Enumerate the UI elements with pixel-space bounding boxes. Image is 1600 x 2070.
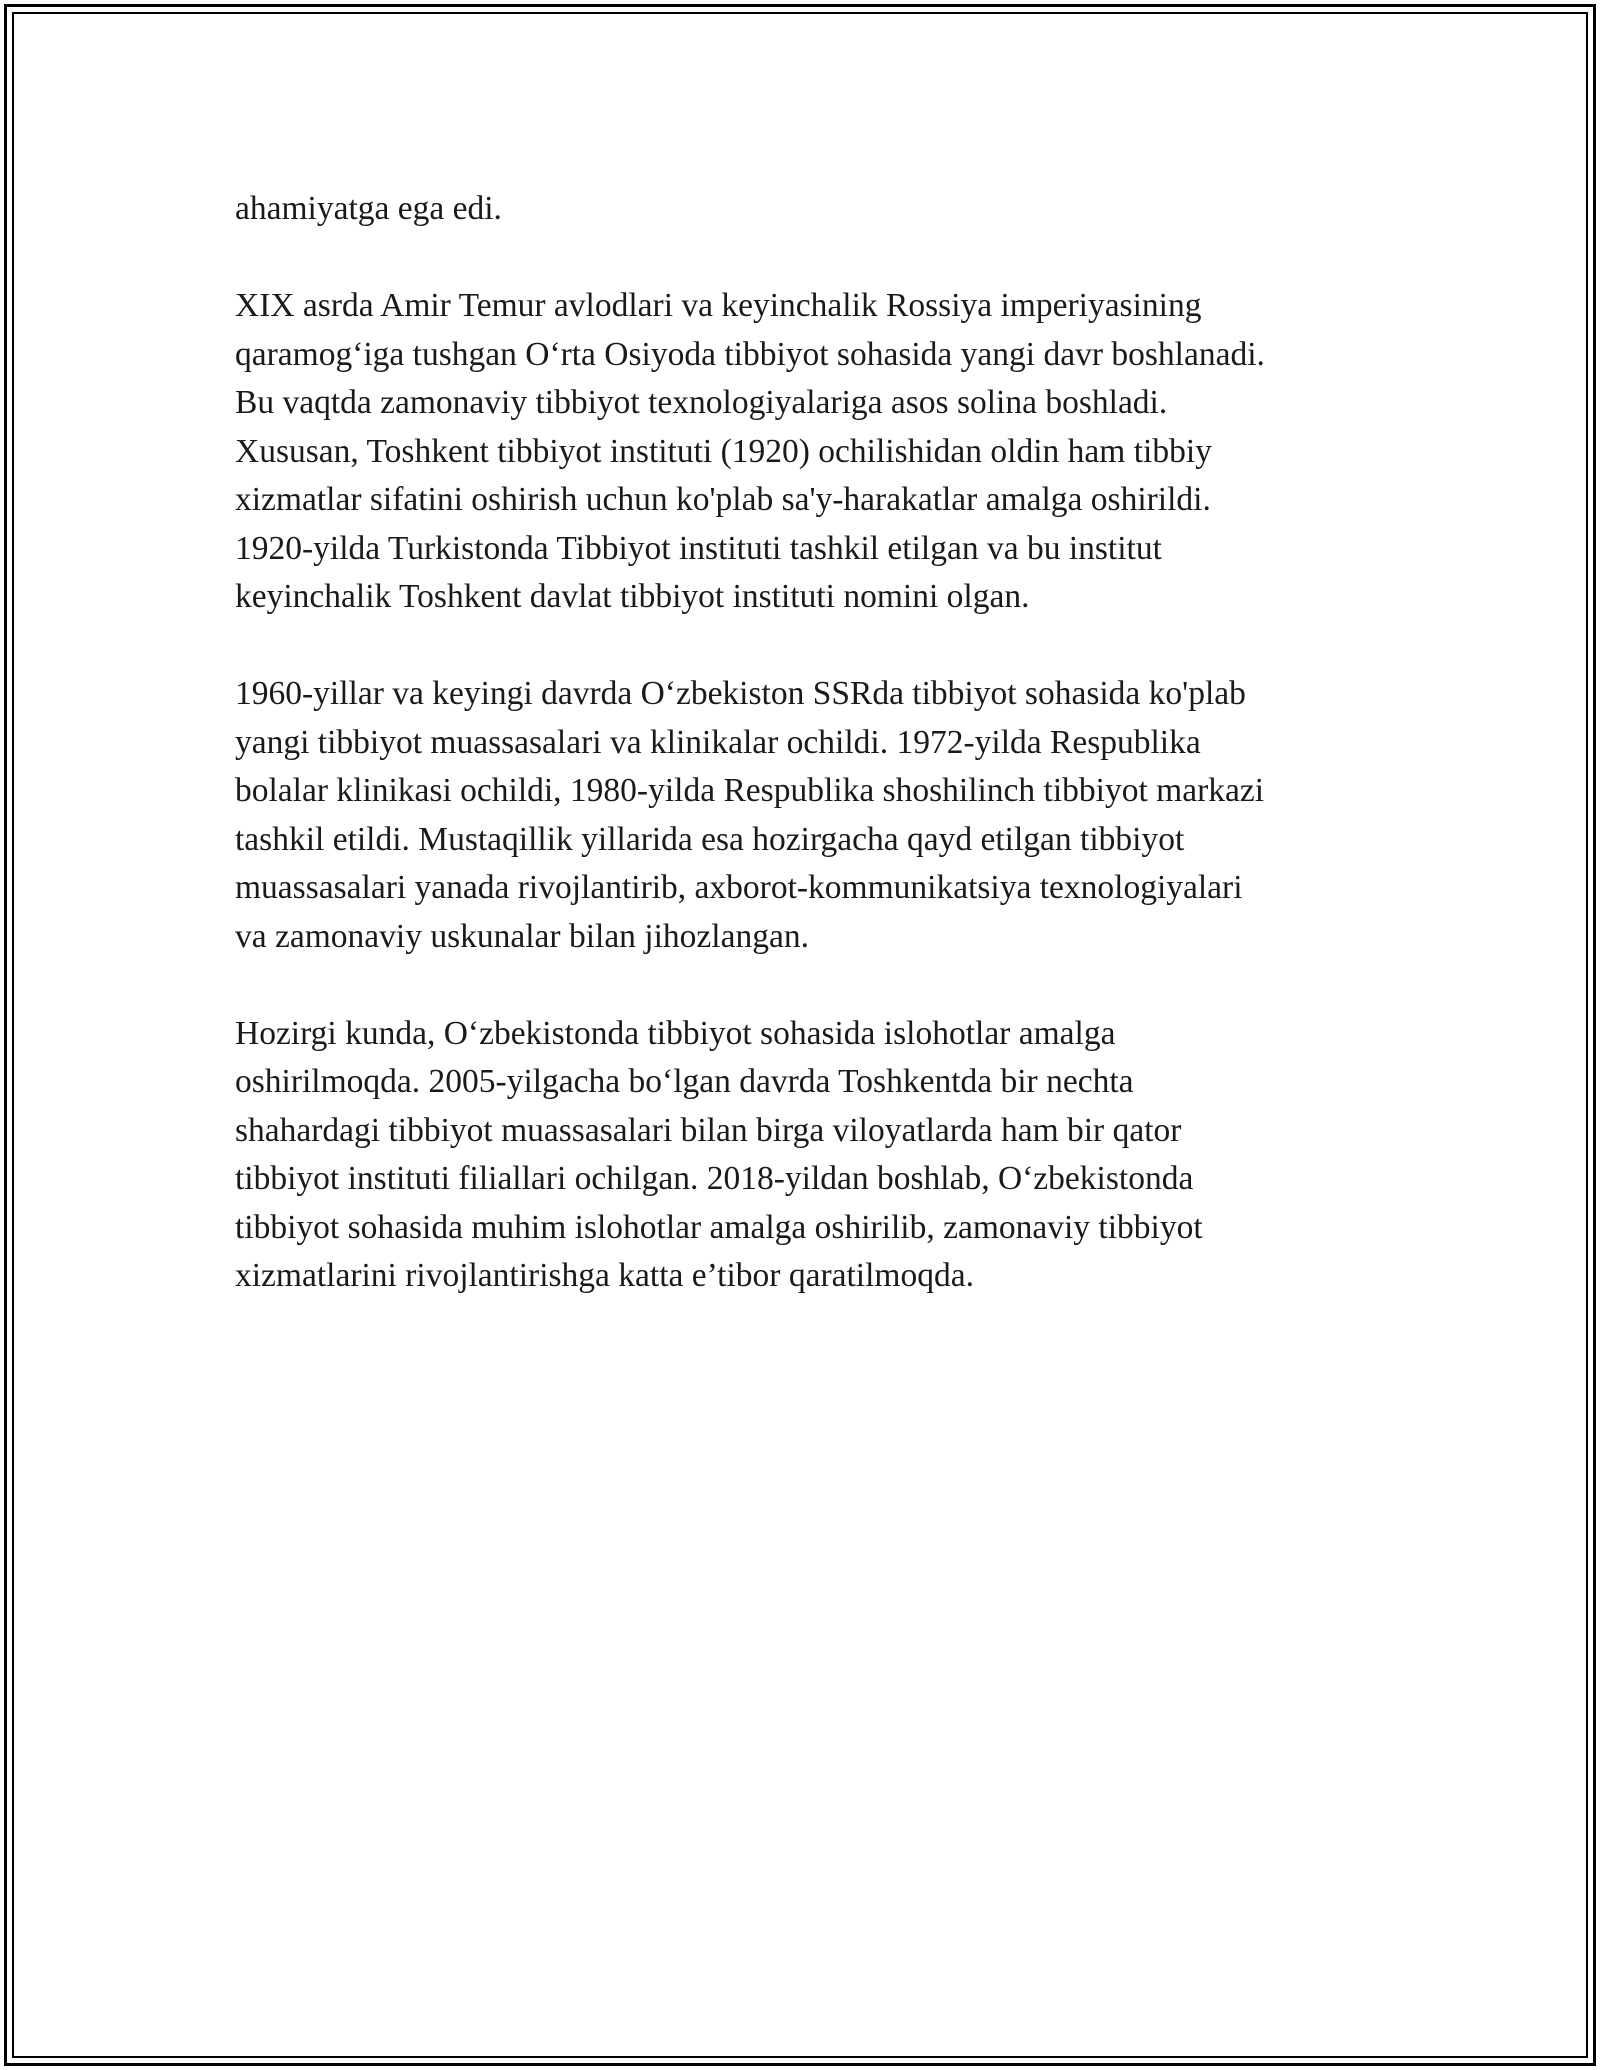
text-line: muassasalari yanada rivojlantirib, axborot-kommunikatsiya texnologiyalari bbox=[235, 869, 1243, 906]
text-line: 1920-yilda Turkistonda Tibbiyot instituti tashkil etilgan va bu institut bbox=[235, 529, 1162, 567]
paragraph-1 bbox=[235, 185, 1375, 234]
text-line: shahardagi tibbiyot muassasalari bilan birga viloyatlarda ham bir qator bbox=[235, 1111, 1182, 1149]
text-line: oshirilmoqda. 2005-yilgacha bo‘lgan davrda Toshkentda bir nechta bbox=[235, 1063, 1134, 1100]
text-line: tibbiyot sohasida muhim islohotlar amalga oshirilib, zamonaviy tibbiyot bbox=[235, 1208, 1203, 1246]
text-line: Hozirgi kunda, O‘zbekistonda tibbiyot sohasida islohotlar amalga bbox=[235, 1014, 1116, 1052]
text-line: yangi tibbiyot muassasalari va klinikalar ochildi. 1972-yilda Respublika bbox=[235, 723, 1201, 761]
text-line: Bu vaqtda zamonaviy tibbiyot texnologiyalariga asos solina boshladi. bbox=[235, 384, 1168, 421]
paragraph-3 bbox=[235, 670, 1375, 961]
text-line: xizmatlarini rivojlantirishga katta e’tibor qaratilmoqda. bbox=[235, 1257, 974, 1294]
paragraph-2 bbox=[235, 282, 1375, 622]
text-line: va zamonaviy uskunalar bilan jihozlangan. bbox=[235, 917, 809, 955]
text-line: XIX asrda Amir Temur avlodlari va keyinchalik Rossiya imperiyasining bbox=[235, 287, 1202, 324]
text-line: ahamiyatga ega edi. bbox=[235, 190, 502, 227]
text-line: xizmatlar sifatini oshirish uchun ko'plab sa'y-harakatlar amalga oshirildi. bbox=[235, 481, 1211, 518]
text-line: 1960-yillar va keyingi davrda O‘zbekiston SSRda tibbiyot sohasida ko'plab bbox=[235, 675, 1246, 712]
document-body bbox=[235, 185, 1375, 1349]
paragraph-4 bbox=[235, 1010, 1375, 1301]
text-line: Xususan, Toshkent tibbiyot instituti (1920) ochilishidan oldin ham tibbiy bbox=[235, 432, 1212, 470]
text-line: tashkil etildi. Mustaqillik yillarida esa hozirgacha qayd etilgan tibbiyot bbox=[235, 820, 1185, 858]
text-line: qaramog‘iga tushgan O‘rta Osiyoda tibbiyot sohasida yangi davr boshlanadi. bbox=[235, 335, 1265, 373]
text-line: keyinchalik Toshkent davlat tibbiyot instituti nomini olgan. bbox=[235, 578, 1030, 615]
text-line: bolalar klinikasi ochildi, 1980-yilda Respublika shoshilinch tibbiyot markazi bbox=[235, 772, 1265, 809]
text-line: tibbiyot instituti filiallari ochilgan. 2018-yildan boshlab, O‘zbekistonda bbox=[235, 1160, 1194, 1197]
